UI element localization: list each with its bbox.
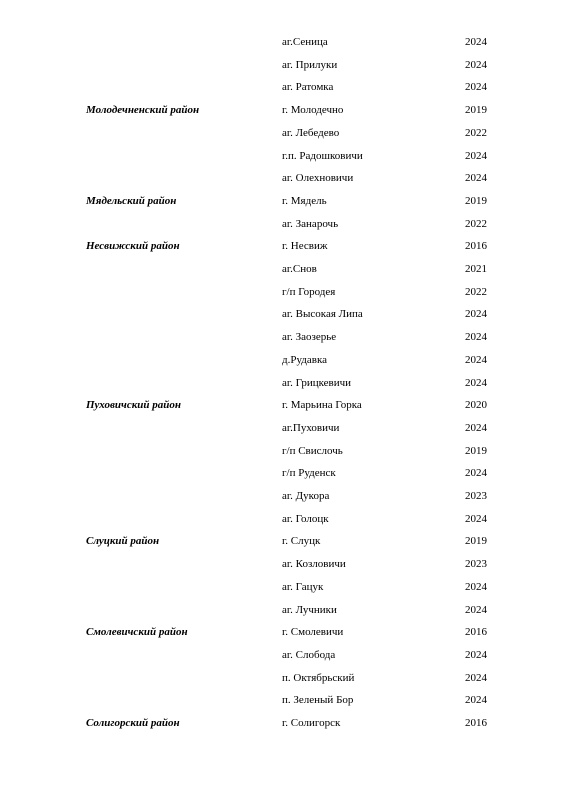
year-value: 2024: [465, 149, 487, 162]
table-row: [0, 149, 566, 172]
table-row: [0, 285, 566, 308]
table-row: [0, 353, 566, 376]
settlement-name: аг. Грицкевичи: [282, 376, 352, 389]
year-value: 2024: [465, 331, 487, 344]
settlement-name: аг. Занарочь: [282, 217, 339, 230]
year-value: 2019: [465, 535, 487, 548]
year-value: 2021: [465, 263, 487, 275]
table-row: [0, 625, 566, 648]
table-row: [0, 126, 566, 149]
table-row: [0, 103, 566, 126]
district-name: Пуховичский район: [86, 399, 181, 412]
year-value: 2024: [465, 580, 487, 593]
settlement-name: аг. Гацук: [282, 580, 324, 593]
table-row: [0, 194, 566, 217]
year-value: 2024: [465, 81, 487, 94]
settlement-name: аг. Олехновичи: [282, 172, 354, 185]
district-name: Солигорский район: [86, 717, 180, 729]
settlement-name: аг. Лучники: [282, 603, 337, 616]
table-row: [0, 534, 566, 557]
settlement-name: аг. Слобода: [282, 648, 336, 661]
year-value: 2022: [465, 126, 487, 139]
settlement-name: аг. Прилуки: [282, 58, 338, 71]
settlement-name: г. Несвиж: [282, 240, 328, 253]
table-row: [0, 330, 566, 353]
table-row: [0, 648, 566, 671]
table-row: [0, 557, 566, 580]
year-value: 2016: [465, 626, 487, 639]
settlement-name: г. Марьина Горка: [282, 399, 362, 412]
year-value: 2024: [465, 376, 487, 389]
settlement-name: аг.Пуховичи: [282, 421, 340, 434]
table-row: [0, 171, 566, 194]
table-row: [0, 444, 566, 467]
year-value: 2024: [465, 36, 487, 48]
district-name: Мядельский район: [86, 194, 177, 207]
year-value: 2019: [465, 104, 487, 117]
year-value: 2024: [465, 694, 487, 707]
settlement-name: г/п Свислочь: [282, 444, 343, 457]
settlement-name: аг. Голоцк: [282, 512, 329, 525]
year-value: 2024: [465, 671, 487, 684]
year-value: 2016: [465, 240, 487, 253]
year-value: 2024: [465, 512, 487, 525]
settlement-name: аг.Сеница: [282, 36, 328, 48]
table-row: [0, 35, 566, 58]
year-value: 2024: [465, 648, 487, 661]
table-row: [0, 580, 566, 603]
year-value: 2024: [465, 421, 487, 434]
settlement-name: аг. Дукора: [282, 490, 330, 502]
district-name: Смолевичский район: [86, 626, 188, 639]
table-row: [0, 671, 566, 694]
settlement-name: п. Зеленый Бор: [282, 694, 354, 707]
table-row: [0, 307, 566, 330]
year-value: 2023: [465, 558, 487, 571]
settlement-name: аг. Заозерье: [282, 331, 337, 344]
settlement-name: г. Смолевичи: [282, 626, 344, 639]
settlement-name: аг.Снов: [282, 263, 317, 275]
district-name: Несвижский район: [86, 240, 180, 253]
table-row: [0, 693, 566, 716]
table-row: [0, 466, 566, 489]
table-row: [0, 716, 566, 739]
table-row: [0, 262, 566, 285]
year-value: 2024: [465, 603, 487, 616]
settlement-name: г/п Руденск: [282, 467, 336, 480]
year-value: 2020: [465, 399, 487, 412]
table-row: [0, 489, 566, 512]
year-value: 2024: [465, 467, 487, 480]
table-row: [0, 603, 566, 626]
settlement-name: аг. Высокая Липа: [282, 308, 363, 321]
table-row: [0, 80, 566, 103]
table-row: [0, 512, 566, 535]
settlement-name: аг. Лебедево: [282, 126, 340, 139]
settlement-name: аг. Козловичи: [282, 558, 346, 571]
settlement-name: аг. Ратомка: [282, 81, 334, 94]
table-row: [0, 217, 566, 240]
table-row: [0, 239, 566, 262]
settlement-name: г. Солигорск: [282, 717, 341, 729]
settlement-name: п. Октябрьский: [282, 671, 355, 684]
table-row: [0, 376, 566, 399]
settlement-name: д.Рудавка: [282, 353, 328, 366]
settlement-name: г/п Городея: [282, 285, 336, 298]
year-value: 2019: [465, 444, 487, 457]
settlement-name: г. Мядель: [282, 194, 327, 207]
settlement-name: г. Молодечно: [282, 104, 344, 117]
year-value: 2024: [465, 308, 487, 321]
table-row: [0, 58, 566, 81]
district-name: Молодечненский район: [86, 104, 200, 117]
year-value: 2016: [465, 717, 487, 729]
year-value: 2022: [465, 217, 487, 230]
table-row: [0, 398, 566, 421]
year-value: 2024: [465, 58, 487, 71]
year-value: 2024: [465, 172, 487, 185]
settlement-name: г.п. Радошковичи: [282, 149, 363, 162]
year-value: 2024: [465, 353, 487, 366]
table-row: [0, 421, 566, 444]
year-value: 2022: [465, 285, 487, 298]
settlement-name: г. Слуцк: [282, 535, 321, 548]
year-value: 2023: [465, 490, 487, 502]
year-value: 2019: [465, 194, 487, 207]
district-name: Слуцкий район: [86, 535, 160, 548]
